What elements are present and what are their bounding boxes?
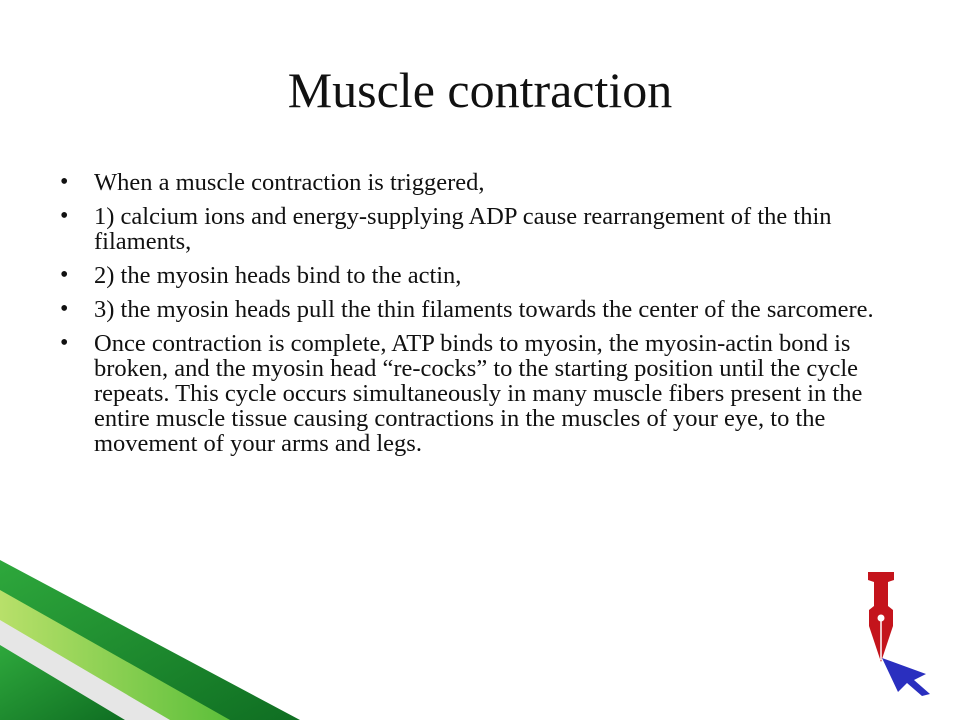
bullet-item: • Once contraction is complete, ATP binds to myosin, the myosin-actin bond is broken, and the myosin head “re-cocks” to the starting position until the cycle repeats. This cycle occurs simultaneously in many muscle fibers present in the entire muscle tissue causing contractions in the muscles of your eye, to the movement of your arms and legs. xyxy=(58,331,908,456)
cursor-arrow-icon xyxy=(882,658,930,696)
green-swoosh-decoration xyxy=(0,550,300,720)
bullet-item: • 2) the myosin heads bind to the actin, xyxy=(58,263,908,288)
slide-title: Muscle contraction xyxy=(287,62,673,118)
bullet-item: • 3) the myosin heads pull the thin filaments towards the center of the sarcomere. xyxy=(58,297,908,322)
logo xyxy=(860,566,940,696)
bullet-item: • 1) calcium ions and energy-supplying ADP cause rearrangement of the thin filaments, xyxy=(58,204,908,254)
bullet-item: • When a muscle contraction is triggered, xyxy=(58,170,908,195)
bullet-list xyxy=(58,170,908,465)
pen-nib-icon xyxy=(868,572,894,662)
